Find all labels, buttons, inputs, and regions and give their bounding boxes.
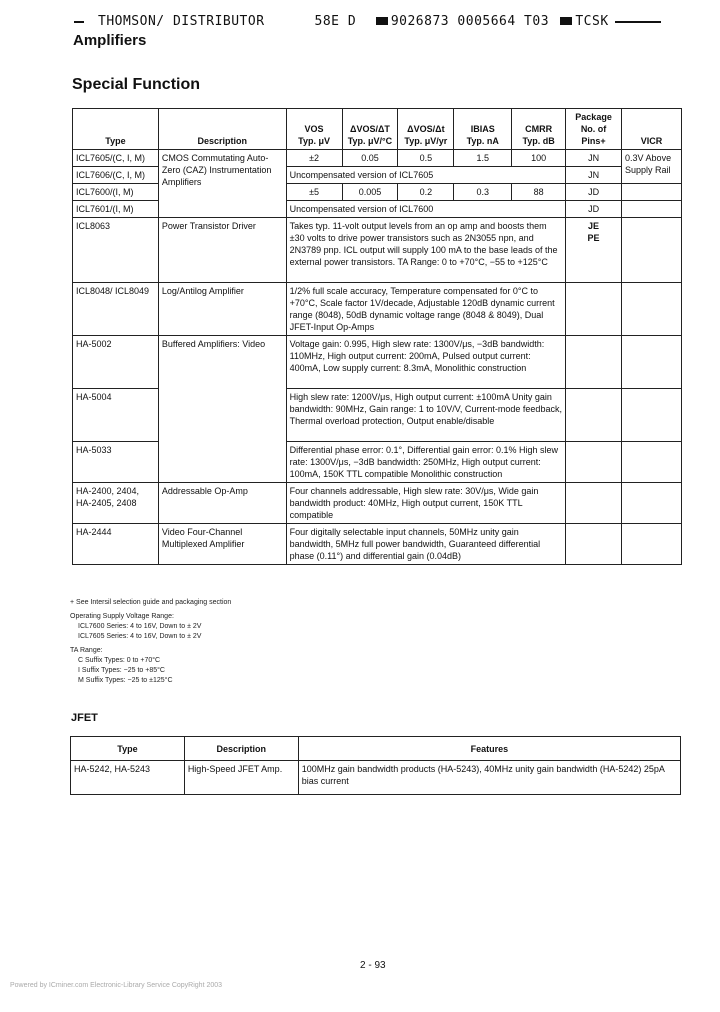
jfet-col-description: Description (184, 737, 298, 761)
description-cell: Log/Antilog Amplifier (158, 283, 286, 336)
jfet-table (70, 736, 681, 795)
description-cell: Buffered Amplifiers: Video (158, 336, 286, 483)
page-number: 2 - 93 (360, 960, 386, 971)
footnote: ICL7605 Series: 4 to 16V, Down to ± 2V (78, 633, 202, 640)
footer-watermark: Powered by ICminer.com Electronic-Library Service CopyRight 2003 (10, 982, 223, 989)
type-cell: ICL7600/(I, M) (73, 184, 159, 201)
col-ibias: IBIAS Typ. nA (454, 109, 512, 150)
features-cell: Four digitally selectable input channels, 50MHz unity gain bandwidth, 5MHz full power bandwidth, Guaranteed differential phase (0.11°) and differential gain (0.04dB) (286, 524, 565, 565)
footnote: C Suffix Types: 0 to +70°C (78, 657, 161, 664)
dvos-dt-cell: 0.005 (342, 184, 398, 201)
package-cell (566, 336, 622, 389)
type-cell: ICL8048/ ICL8049 (73, 283, 159, 336)
vicr-cell (622, 483, 682, 524)
footnote: TA Range: (70, 647, 103, 654)
table-row (73, 336, 682, 389)
header-dash (74, 21, 84, 23)
type-cell: HA-5004 (73, 389, 159, 442)
header-code3: TCSK (575, 14, 609, 29)
page-header (74, 14, 661, 29)
footnotes (70, 598, 231, 686)
col-description: Description (158, 109, 286, 150)
vos-cell: ±5 (286, 184, 342, 201)
features-cell: Differential phase error: 0.1°, Differential gain error: 0.1% High slew rate: 1300V/μs, −3dB bandwidth: 250MHz, High output current: 100mA, 150K TTL compatible Monolithic construction (286, 442, 565, 483)
vicr-cell (622, 201, 682, 218)
vicr-cell (622, 336, 682, 389)
features-cell: Voltage gain: 0.995, High slew rate: 1300V/μs, −3dB bandwidth: 110MHz, High output current: 200mA, Pulsed output current: 400mA, Low supply current: 8.3mA, Monolithic construction (286, 336, 565, 389)
features-cell: High slew rate: 1200V/μs, High output current: ±100mA Unity gain bandwidth: 90MHz, Gain range: 1 to 10V/V, Current-mode feedback, Thermal overload protection, Output enable/disable (286, 389, 565, 442)
col-dvos-dt: ΔVOS/ΔT Typ. μV/°C (342, 109, 398, 150)
ibias-cell: 0.3 (454, 184, 512, 201)
special-function-table (72, 108, 682, 565)
vicr-cell (622, 283, 682, 336)
type-cell: ICL7601/(I, M) (73, 201, 159, 218)
col-vos: VOS Typ. μV (286, 109, 342, 150)
header-block-mark (376, 17, 388, 25)
vicr-cell (622, 218, 682, 283)
package-cell: JN (566, 167, 622, 184)
col-type: Type (73, 109, 159, 150)
type-cell: ICL7605/(C, I, M) (73, 150, 159, 167)
note-cell: Uncompensated version of ICL7605 (286, 167, 565, 184)
description-cell: Addressable Op-Amp (158, 483, 286, 524)
description-cell: Power Transistor Driver (158, 218, 286, 283)
vicr-cell (622, 389, 682, 442)
col-package: Package No. of Pins+ (566, 109, 622, 150)
footnote: ICL7600 Series: 4 to 16V, Down to ± 2V (78, 623, 202, 630)
footnote: I Suffix Types: −25 to +85°C (78, 667, 165, 674)
package-cell (566, 442, 622, 483)
table-row (73, 483, 682, 524)
features-cell: Takes typ. 11-volt output levels from an op amp and boosts them ±30 volts to drive power transistors such as 2N3055 npn, and 2N3789 pnp. ICL output will supply 100 mA to the base leads of the external power transistors. TA Range: 0 to +70°C, −55 to +125°C (286, 218, 565, 283)
package-cell: JD (566, 201, 622, 218)
table-row (73, 524, 682, 565)
ibias-cell: 1.5 (454, 150, 512, 167)
type-cell: HA-5242, HA-5243 (71, 761, 185, 795)
package-cell (566, 524, 622, 565)
col-cmrr: CMRR Typ. dB (512, 109, 566, 150)
package-cell (566, 283, 622, 336)
table-row (71, 761, 681, 795)
package-cell (566, 389, 622, 442)
dvos-dtime-cell: 0.2 (398, 184, 454, 201)
dvos-dtime-cell: 0.5 (398, 150, 454, 167)
features-cell: 100MHz gain bandwidth products (HA-5243), 40MHz unity gain bandwidth (HA-5242) 25pA bias current (298, 761, 680, 795)
col-vicr: VICR (622, 109, 682, 150)
type-cell: HA-2400, 2404, HA-2405, 2408 (73, 483, 159, 524)
table-row (73, 283, 682, 336)
package-cell: JE PE (566, 218, 622, 283)
footnote: Operating Supply Voltage Range: (70, 613, 174, 620)
vicr-cell (622, 442, 682, 483)
description-cell: High-Speed JFET Amp. (184, 761, 298, 795)
jfet-heading: JFET (71, 712, 98, 724)
vicr-cell (622, 184, 682, 201)
cmrr-cell: 100 (512, 150, 566, 167)
header-distributor: THOMSON/ DISTRIBUTOR (98, 14, 265, 29)
type-cell: HA-5033 (73, 442, 159, 483)
vicr-cell: 0.3V Above Supply Rail (622, 150, 682, 184)
header-code1: 58E D (314, 14, 357, 29)
vicr-cell (622, 524, 682, 565)
description-cell: CMOS Commutating Auto-Zero (CAZ) Instrumentation Amplifiers (158, 150, 286, 218)
vos-cell: ±2 (286, 150, 342, 167)
header-code2: 9026873 0005664 T03 (390, 14, 550, 29)
col-dvos-dtime: ΔVOS/Δt Typ. μV/yr (398, 109, 454, 150)
header-rule (615, 21, 661, 23)
type-cell: ICL7606/(C, I, M) (73, 167, 159, 184)
package-cell: JD (566, 184, 622, 201)
dvos-dt-cell: 0.05 (342, 150, 398, 167)
header-block-mark (560, 17, 572, 25)
section-title: Amplifiers (73, 32, 147, 49)
package-cell: JN (566, 150, 622, 167)
page-title: Special Function (72, 76, 201, 93)
footnote: M Suffix Types: −25 to ±125°C (78, 677, 173, 684)
type-cell: ICL8063 (73, 218, 159, 283)
note-cell: Uncompensated version of ICL7600 (286, 201, 565, 218)
cmrr-cell: 88 (512, 184, 566, 201)
jfet-col-features: Features (298, 737, 680, 761)
table-row (73, 150, 682, 167)
description-cell: Video Four-Channel Multiplexed Amplifier (158, 524, 286, 565)
table-row (73, 218, 682, 283)
type-cell: HA-2444 (73, 524, 159, 565)
features-cell: Four channels addressable, High slew rate: 30V/μs, Wide gain bandwidth product: 40MHz, High output current, 150K TTL compatible (286, 483, 565, 524)
jfet-col-type: Type (71, 737, 185, 761)
type-cell: HA-5002 (73, 336, 159, 389)
footnote: + See Intersil selection guide and packaging section (70, 599, 232, 606)
package-cell (566, 483, 622, 524)
features-cell: 1/2% full scale accuracy, Temperature compensated for 0°C to +70°C, Scale factor 1V/decade, Adjustable 120dB dynamic current range (8048), 50dB dynamic voltage range (8048 & 8049), Dual JFET-Input Op-Amps (286, 283, 565, 336)
